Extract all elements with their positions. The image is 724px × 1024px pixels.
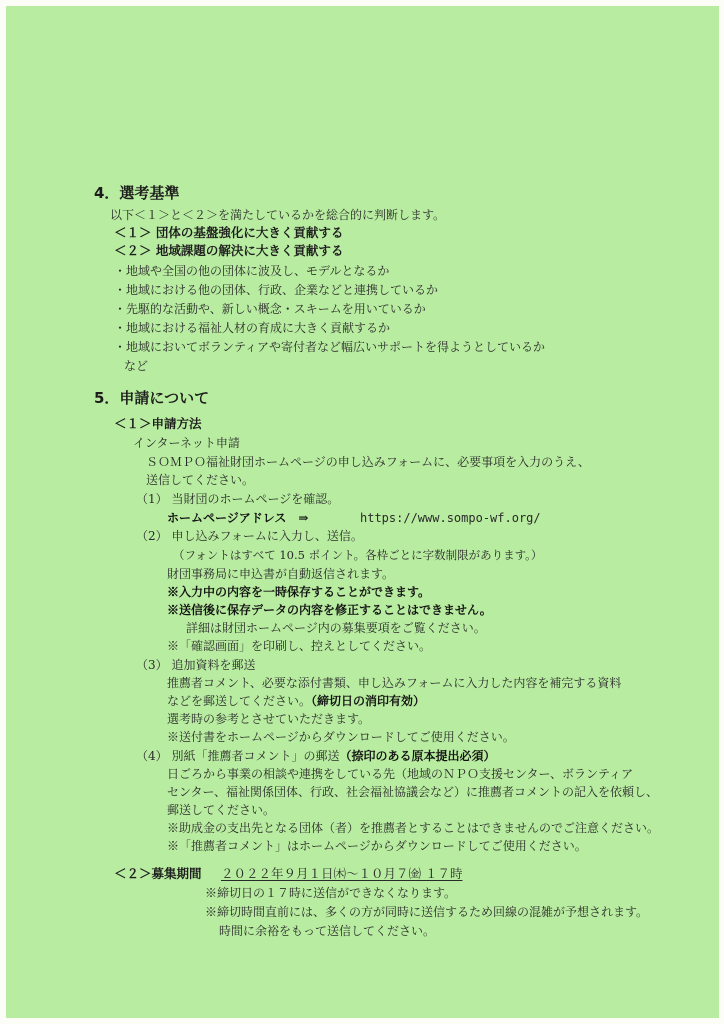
criterion-2: ＜２＞ 地域課題の解決に大きく貢献する (114, 243, 344, 258)
criterion-bullet: ・地域においてボランティアや寄付者など幅広いサポートを得ようとしているか (114, 340, 546, 354)
method-description: ＳＯＭＰＯ福祉財団ホームページの申し込みフォームに、必要事項を入力のうえ、 (146, 455, 590, 469)
criterion-bullet: ・地域における福祉人材の育成に大きく貢献するか (114, 321, 391, 335)
period-note-2: ※締切時間直前には、多くの方が同時に送信するため回線の混雑が予想されます。 (205, 905, 649, 919)
step-4-line-5: ※「推薦者コメント」はホームページからダウンロードしてご使用ください。 (167, 839, 587, 853)
criterion-etc: など (124, 359, 149, 373)
homepage-label: ホームページアドレス ⇒ (167, 511, 309, 525)
step-2-save-note: ※入力中の内容を一時保存することができます。 (167, 585, 431, 599)
step-4-line-3: 郵送してください。 (167, 803, 276, 817)
period-note-1: ※締切日の１７時に送信ができなくなります。 (205, 886, 457, 900)
postmark-note: （締切日の消印有効） (311, 694, 426, 708)
section-4-intro: 以下＜１＞と＜２＞を満たしているかを総合的に判断します。 (110, 208, 446, 222)
step-2-font-note: （フォントはすべて 10.5 ポイント。各枠ごとに字数制限があります。） (173, 548, 543, 562)
step-1: （1） 当財団のホームページを確認。 (136, 492, 340, 506)
criterion-1: ＜１＞ 団体の基盤強化に大きく貢献する (114, 225, 344, 240)
step-3-line-4: ※送付書をホームページからダウンロードしてご使用ください。 (167, 730, 515, 744)
step-3: （3） 追加資料を郵送 (136, 658, 256, 672)
section-5-heading: 5．申請について (94, 389, 210, 407)
criterion-bullet: ・先駆的な活動や、新しい概念・スキームを用いているか (114, 302, 426, 316)
step-4-line-2: センター、福祉関係団体、行政、社会福祉協議会など）に推薦者コメントの記入を依頼し、 (167, 785, 659, 799)
step-4-text: （4） 別紙「推薦者コメント」の郵送 (136, 749, 340, 763)
subsection-period: ＜２＞募集期間 (114, 866, 202, 881)
document-page (6, 6, 719, 1018)
method-description-cont: 送信してください。 (146, 473, 255, 487)
subsection-method: ＜１＞申請方法 (114, 416, 202, 431)
homepage-url-link[interactable]: https://www.sompo-wf.org/ (360, 511, 541, 525)
seal-required-note: （捺印のある原本提出必須） (339, 749, 496, 763)
step-3-line-2-text: などを郵送してください。 (167, 694, 312, 708)
step-2-details: 詳細は財団ホームページ内の募集要項をご覧ください。 (186, 621, 486, 635)
step-4 (136, 748, 495, 764)
step-3-line-2 (167, 693, 425, 709)
section-4-heading: 4．選考基準 (94, 184, 180, 202)
step-4-line-4: ※助成金の支出先となる団体（者）を推薦者とすることはできませんのでご注意ください。 (167, 821, 660, 835)
step-2-no-edit-note: ※送信後に保存データの内容を修正することはできません。 (167, 603, 492, 617)
step-3-line-3: 選考時の参考とさせていただきます。 (167, 712, 371, 726)
step-4-line-1: 日ごろから事業の相談や連携をしている先（地域のＮＰＯ支援センター、ボランティア (167, 767, 634, 781)
step-2-print-note: ※「確認画面」を印刷し、控えとしてください。 (167, 639, 432, 653)
step-2-auto-reply: 財団事務局に申込書が自動返信されます。 (167, 567, 395, 581)
step-3-line-1: 推薦者コメント、必要な添付書類、申し込みフォームに入力した内容を補完する資料 (167, 676, 622, 690)
step-2: （2） 申し込みフォームに入力し、送信。 (136, 529, 363, 543)
criterion-bullet: ・地域や全国の他の団体に波及し、モデルとなるか (114, 264, 390, 278)
application-period: ２０２２年９月１日㈭～１０月７㈮ １７時 (221, 866, 463, 881)
criterion-bullet: ・地域における他の団体、行政、企業などと連携しているか (114, 283, 439, 297)
period-note-3: 時間に余裕をもって送信してください。 (219, 924, 436, 938)
internet-application: インターネット申請 (133, 436, 240, 450)
